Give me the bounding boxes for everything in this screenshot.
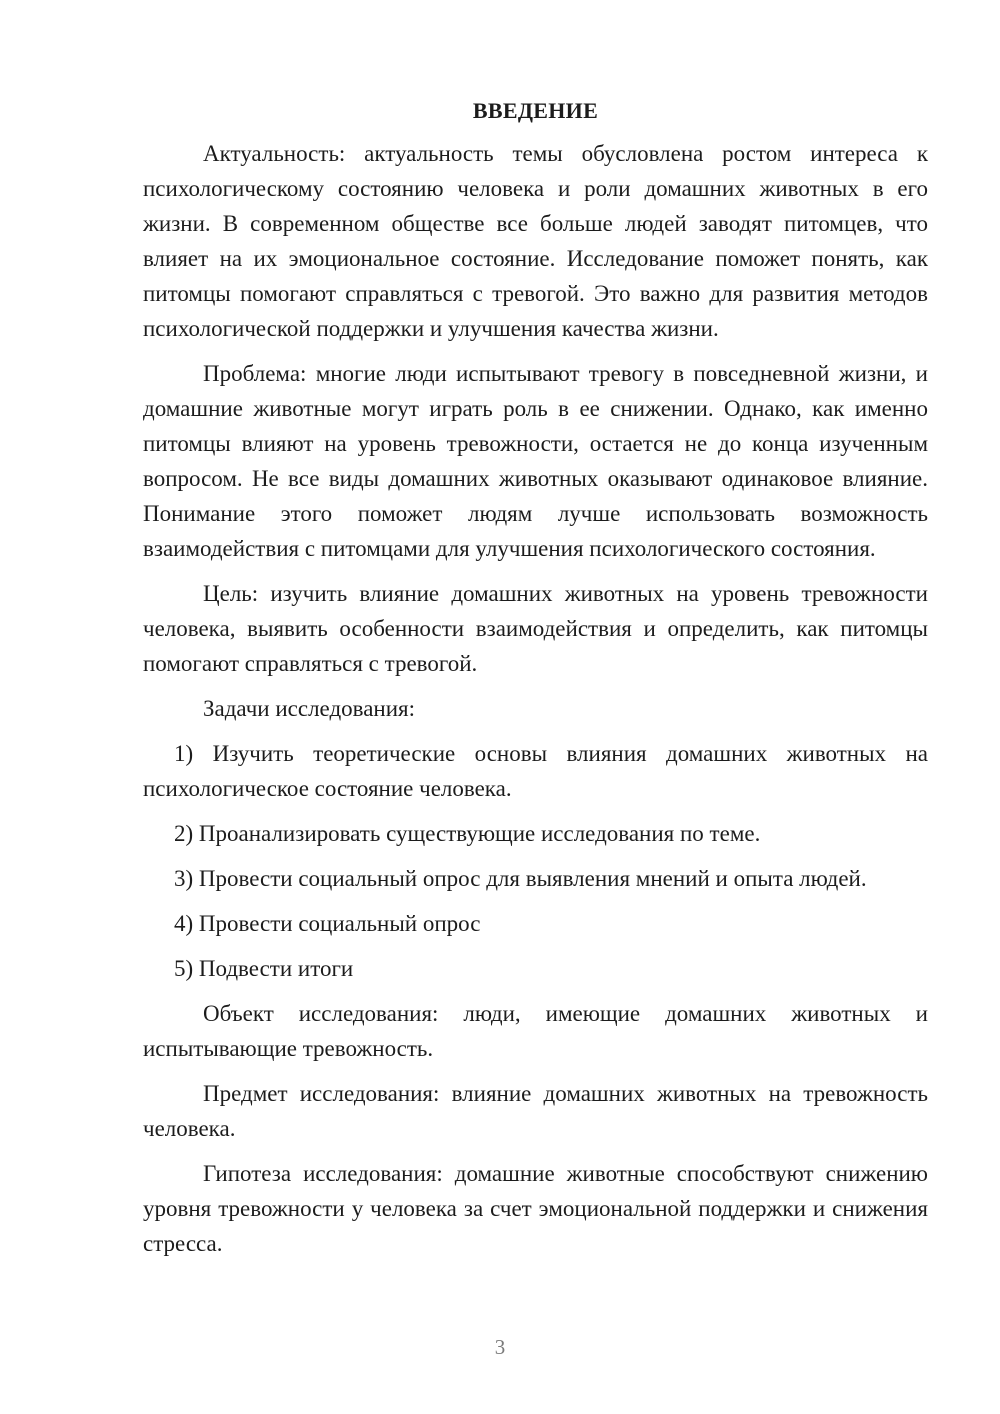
paragraph-relevance: Актуальность: актуальность темы обусловлена ростом интереса к психологическому состоянию человека и роли домашних животных в его жизни. В современном обществе все больше людей заводят питомцев, что влияет на их эмоциональное состояние. Исследование поможет понять, как питомцы помогают справляться с тревогой. Это важно для развития методов психологической поддержки и улучшения качества жизни. <box>143 141 928 341</box>
paragraph-problem: Проблема: многие люди испытывают тревогу в повседневной жизни, и домашние животные могут играть роль в ее снижении. Однако, как именно питомцы влияют на уровень тревожности, остается не до конца изученным вопросом. Не все виды домашних животных оказывают одинаковое влияние. Понимание этого поможет людям лучше использовать возможность взаимодействия с питомцами для улучшения психологического состояния. <box>143 361 928 561</box>
list-item-task-5: 5) Подвести итоги <box>174 956 354 981</box>
list-item-task-1: 1) Изучить теоретические основы влияния домашних животных на психологическое состояние человека. <box>143 741 928 801</box>
paragraph-hypothesis: Гипотеза исследования: домашние животные способствуют снижению уровня тревожности у человека за счет эмоциональной поддержки и снижения стресса. <box>143 1161 928 1256</box>
list-item-task-4: 4) Провести социальный опрос <box>174 911 481 936</box>
paragraph-subject: Предмет исследования: влияние домашних животных на тревожность человека. <box>143 1081 928 1141</box>
paragraph-object: Объект исследования: люди, имеющие домашних животных и испытывающие тревожность. <box>143 1001 928 1061</box>
tasks-heading: Задачи исследования: <box>203 696 416 721</box>
list-item-task-2: 2) Проанализировать существующие исследования по теме. <box>174 821 761 846</box>
list-item-task-3: 3) Провести социальный опрос для выявления мнений и опыта людей. <box>174 866 867 891</box>
page-content <box>143 96 928 1271</box>
tasks-list <box>143 736 928 986</box>
paragraph-goal: Цель: изучить влияние домашних животных на уровень тревожности человека, выявить особенности взаимодействия и определить, как питомцы помогают справляться с тревогой. <box>143 581 928 676</box>
page-number: 3 <box>494 1335 506 1359</box>
page-title: ВВЕДЕНИЕ <box>472 98 599 123</box>
